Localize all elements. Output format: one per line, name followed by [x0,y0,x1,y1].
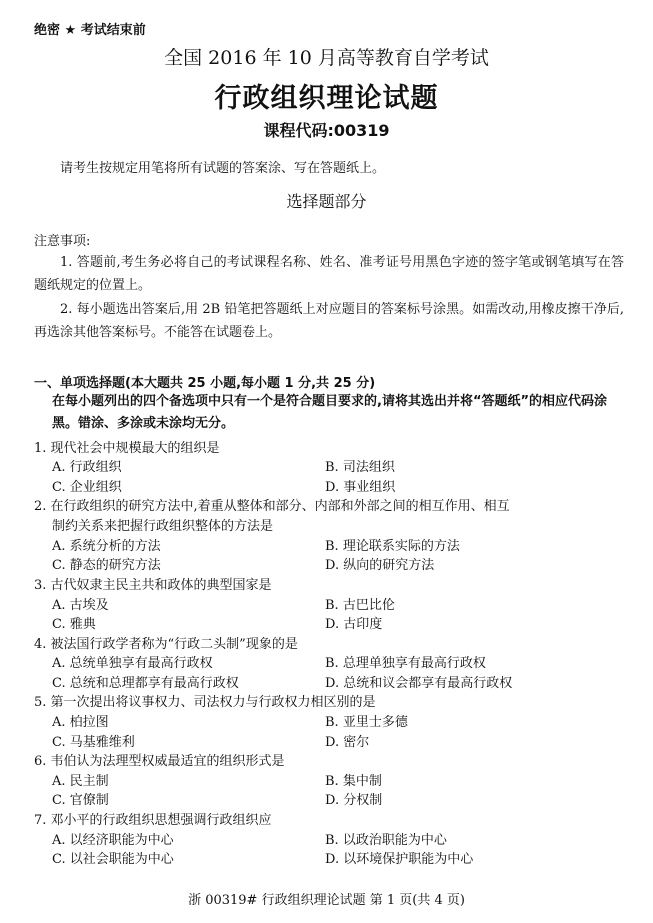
option-a: A. 系统分析的方法 [52,539,161,554]
option-c: C. 马基雅维利 [52,735,135,750]
option-a: A. 以经济职能为中心 [52,833,174,848]
option-c: C. 官僚制 [52,793,109,808]
option-d: D. 密尔 [325,735,370,750]
option-a: A. 行政组织 [52,460,122,475]
option-d: D. 古印度 [325,617,383,632]
option-b: B. 古巴比伦 [325,598,395,613]
question-stem: 7. 邓小平的行政组织思想强调行政组织应 [34,813,272,828]
notice-item-2: 2. 每小题选出答案后,用 2B 铅笔把答题纸上对应题目的答案标号涂黑。如需改动,用橡皮擦干净后,再选涂其他答案标号。不能答在试题卷上。 [34,302,624,340]
option-b: B. 理论联系实际的方法 [325,539,460,554]
option-c: C. 雅典 [52,617,96,632]
part-description: 在每小题列出的四个备选项中只有一个是符合题目要求的,请将其选出并将“答题纸”的相应代码涂黑。错涂、多涂或未涂均无分。 [52,394,608,431]
notice-item-1: 1. 答题前,考生务必将自己的考试课程名称、姓名、准考证号用黑色字迹的签字笔或钢笔填写在答题纸规定的位置上。 [34,255,624,293]
option-a: A. 古埃及 [52,598,109,613]
question-stem: 3. 古代奴隶主民主共和政体的典型国家是 [34,578,272,593]
option-c: C. 以社会职能为中心 [52,852,174,867]
option-d: D. 以环境保护职能为中心 [325,852,474,867]
question-stem: 6. 韦伯认为法理型权威最适宜的组织形式是 [34,754,285,769]
question-stem: 2. 在行政组织的研究方法中,着重从整体和部分、内部和外部之间的相互作用、相互 [34,499,510,514]
question-stem: 1. 现代社会中规模最大的组织是 [34,441,220,456]
course-code: 课程代码:00319 [263,121,390,140]
question-stem-continued: 制约关系来把握行政组织整体的方法是 [52,519,274,534]
option-d: D. 事业组织 [325,480,396,495]
option-d: D. 总统和议会都享有最高行政权 [325,676,513,691]
page-title: 行政组织理论试题 [214,83,439,114]
option-d: D. 分权制 [325,793,383,808]
question-stem: 4. 被法国行政学者称为“行政二头制”现象的是 [34,637,298,652]
option-a: A. 总统单独享有最高行政权 [52,656,213,671]
general-instruction: 请考生按规定用笔将所有试题的答案涂、写在答题纸上。 [60,161,386,176]
option-b: B. 司法组织 [325,460,395,475]
option-a: A. 民主制 [52,774,109,789]
confidential-mark: 绝密 ★ 考试结束前 [34,23,146,38]
part-heading: 一、单项选择题(本大题共 25 小题,每小题 1 分,共 25 分) [34,376,376,391]
exam-name: 全国 2016 年 10 月高等教育自学考试 [164,47,489,69]
option-a: A. 柏拉图 [52,715,109,730]
option-b: B. 集中制 [325,774,382,789]
option-b: B. 亚里士多德 [325,715,408,730]
notice-heading: 注意事项: [34,234,91,249]
question-stem: 5. 第一次提出将议事权力、司法权力与行政权力相区别的是 [34,695,376,710]
page-footer: 浙 00319# 行政组织理论试题 第 1 页(共 4 页) [188,893,465,908]
option-b: B. 总理单独享有最高行政权 [325,656,486,671]
option-c: C. 静态的研究方法 [52,558,161,573]
option-b: B. 以政治职能为中心 [325,833,447,848]
option-c: C. 总统和总理都享有最高行政权 [52,676,239,691]
option-d: D. 纵向的研究方法 [325,558,435,573]
section-title: 选择题部分 [286,192,367,211]
option-c: C. 企业组织 [52,480,122,495]
